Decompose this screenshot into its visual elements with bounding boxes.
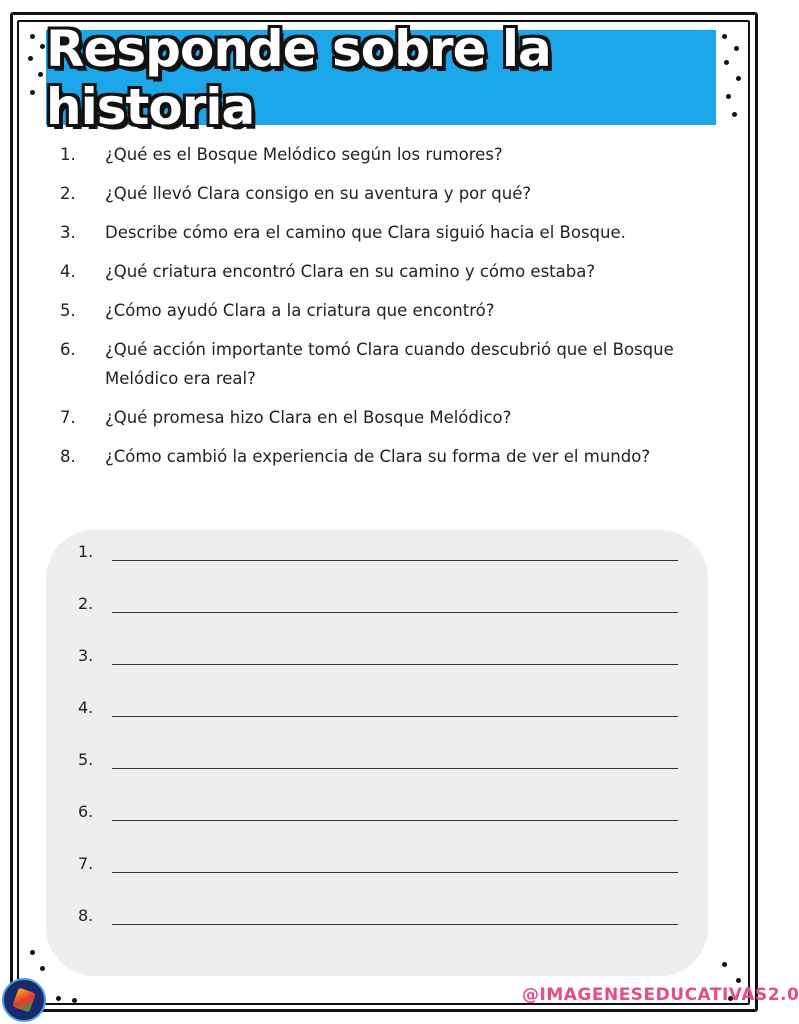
answer-line-row[interactable]: [78, 854, 678, 874]
question-text: ¿Qué promesa hizo Clara en el Bosque Melódico?: [105, 408, 512, 427]
question-text: ¿Cómo ayudó Clara a la criatura que encontró?: [105, 301, 495, 320]
question-text: ¿Qué llevó Clara consigo en su aventura y por qué?: [105, 184, 532, 203]
answer-line-row[interactable]: [78, 698, 678, 718]
answer-number: 2.: [78, 594, 94, 613]
answer-line-row[interactable]: [78, 594, 678, 614]
question-number: 8.: [60, 447, 76, 466]
question-number: 2.: [60, 184, 76, 203]
answer-line-row[interactable]: [78, 542, 678, 562]
answer-line[interactable]: [112, 924, 678, 925]
questions-list: [60, 140, 720, 481]
watermark: [522, 985, 799, 1005]
title-banner: [46, 19, 716, 136]
question-number: 6.: [60, 340, 76, 359]
answer-line[interactable]: [112, 664, 678, 665]
answer-line-row[interactable]: [78, 906, 678, 926]
question-number: 5.: [60, 301, 76, 320]
answer-number: 5.: [78, 750, 94, 769]
answer-line-row[interactable]: [78, 750, 678, 770]
logo-badge-icon: [2, 978, 46, 1022]
answer-number: 6.: [78, 802, 94, 821]
answer-number: 3.: [78, 646, 94, 665]
question-number: 1.: [60, 145, 76, 164]
question-item: [60, 179, 720, 208]
question-text: Describe cómo era el camino que Clara siguió hacia el Bosque.: [105, 223, 626, 242]
answer-line[interactable]: [112, 716, 678, 717]
question-item: [60, 296, 720, 325]
answer-line[interactable]: [112, 820, 678, 821]
question-item: [60, 257, 720, 286]
question-text: ¿Qué criatura encontró Clara en su camino y cómo estaba?: [105, 262, 596, 281]
page-title: Responde sobre la historia: [46, 19, 551, 136]
answer-line-row[interactable]: [78, 646, 678, 666]
question-text: ¿Qué acción importante tomó Clara cuando descubrió que el Bosque Melódico era real?: [105, 340, 674, 388]
question-item: [60, 140, 720, 169]
answer-line-row[interactable]: [78, 802, 678, 822]
answer-line[interactable]: [112, 612, 678, 613]
answer-line[interactable]: [112, 560, 678, 561]
answer-box: [46, 530, 708, 976]
question-number: 3.: [60, 223, 76, 242]
answer-line[interactable]: [112, 872, 678, 873]
question-number: 7.: [60, 408, 76, 427]
question-item: [60, 403, 720, 432]
question-number: 4.: [60, 262, 76, 281]
answer-number: 8.: [78, 906, 94, 925]
answer-line[interactable]: [112, 768, 678, 769]
question-item: [60, 218, 720, 247]
question-item: [60, 442, 720, 471]
answer-number: 1.: [78, 542, 94, 561]
answer-number: 4.: [78, 698, 94, 717]
question-text: ¿Cómo cambió la experiencia de Clara su forma de ver el mundo?: [105, 447, 651, 466]
question-item: [60, 335, 720, 393]
answer-number: 7.: [78, 854, 94, 873]
watermark-text: @IMAGENESEDUCATIVAS2.0: [522, 985, 799, 1005]
question-text: ¿Qué es el Bosque Melódico según los rumores?: [105, 145, 503, 164]
